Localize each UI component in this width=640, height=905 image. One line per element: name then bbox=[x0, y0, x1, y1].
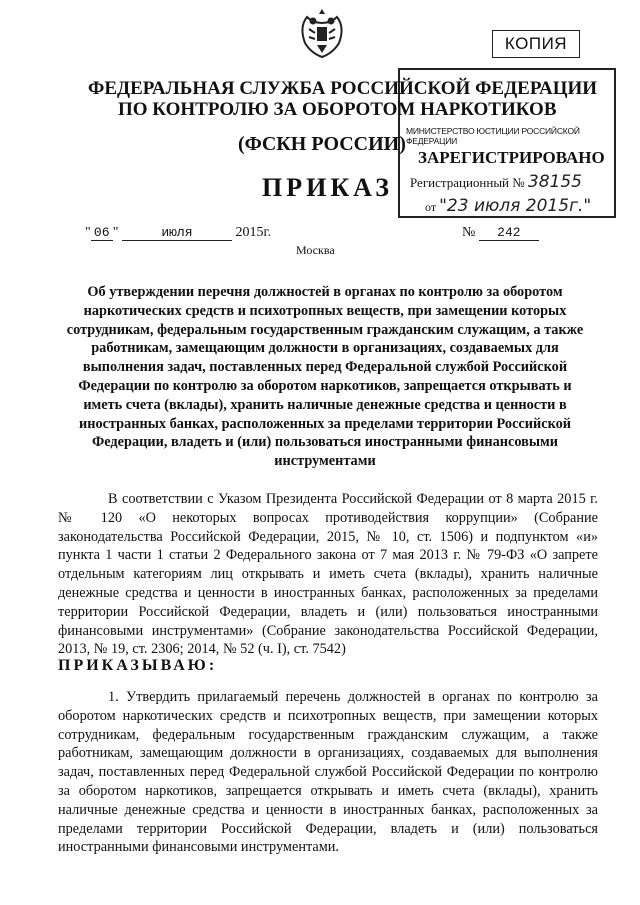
agency-short-name: (ФСКН РОССИИ) bbox=[238, 133, 406, 155]
registration-date-row bbox=[425, 196, 591, 216]
clause-1-paragraph: 1. Утвердить прилагаемый перечень должностей в органах по контролю за оборотом наркотических средств и психотропных веществ, при замещении которых сотрудникам, федеральным государственным гражданским служащим, а также работникам, замещающим должности в организациях, создаваемых для выполнения задач, поставленных перед Федеральной службой Российской Федерации по контролю за оборотом наркотиков, запрещается открывать и иметь счета (вклады), хранить наличные денежные средства и ценности в иностранных банках, расположенных за пределами территории Российской Федерации, владеть и (или) пользоваться иностранными финансовыми инструментами. bbox=[58, 689, 598, 856]
document-type-heading: ПРИКАЗ bbox=[262, 173, 394, 202]
order-year-suffix: 15г. bbox=[249, 225, 272, 240]
copy-stamp: КОПИЯ bbox=[492, 30, 580, 58]
order-city: Москва bbox=[296, 243, 335, 257]
registration-number-row bbox=[410, 172, 582, 192]
agency-name-line2: ПО КОНТРОЛЮ ЗА ОБОРОТОМ НАРКОТИКОВ bbox=[118, 99, 557, 120]
document-title: Об утверждении перечня должностей в органах по контролю за оборотом наркотических средств и психотропных веществ, при замещении которых сотрудникам, федеральным государственным гражданским служащим, а также работникам, замещающим должности в организациях, создаваемых для выполнения задач, поставленных перед Федеральной службой Российской Федерации по контролю за оборотом наркотиков, запрещается открывать и иметь счета (вклады), хранить наличные денежные средства и ценности в иностранных банках, расположенных за пределами территории Российской Федерации, владеть и (или) пользоваться иностранными финансовыми инструментами bbox=[66, 284, 584, 470]
agency-name-line1: ФЕДЕРАЛЬНАЯ СЛУЖБА РОССИЙСКОЙ ФЕДЕРАЦИИ bbox=[88, 78, 598, 99]
registration-number-value: 38155 bbox=[527, 172, 583, 192]
registration-number-label: Регистрационный № bbox=[410, 175, 525, 190]
coat-of-arms-emblem bbox=[297, 5, 347, 61]
order-directive-word: ПРИКАЗЫВАЮ: bbox=[58, 657, 218, 674]
order-number-label: № bbox=[462, 225, 476, 240]
order-date: " 06 " июля 2015г. bbox=[85, 225, 272, 240]
order-number bbox=[462, 225, 539, 241]
order-year-prefix: 20 bbox=[235, 225, 250, 240]
registration-date-prefix: от bbox=[425, 200, 437, 214]
registration-ministry: МИНИСТЕРСТВО ЮСТИЦИИ РОССИЙСКОЙ ФЕДЕРАЦИИ bbox=[406, 126, 580, 146]
order-day: 06 bbox=[91, 225, 113, 241]
registration-date-value: "23 июля 2015г." bbox=[439, 196, 592, 216]
order-month: июля bbox=[122, 225, 232, 241]
preamble-paragraph: В соответствии с Указом Президента Российской Федерации от 8 марта 2015 г. № 120 «О некоторых вопросах противодействия коррупции» (Собрание законодательства Российской Федерации, 2015, № 10, ст. 1506) и подпунктом «и» пункта 1 части 1 статьи 2 Федерального закона от 7 мая 2013 г. № 79-ФЗ «О запрете отдельным категориям лиц открывать и иметь счета (вклады), хранить наличные денежные средства и ценности в иностранных банках, расположенных за пределами территории Российской Федерации, владеть и (или) пользоваться иностранными финансовыми инструментами» (Собрание законодательства Российской Федерации, 2013, № 19, ст. 2306; 2014, № 52 (ч. I), ст. 7542) bbox=[58, 491, 598, 658]
order-number-value: 242 bbox=[479, 225, 539, 241]
registration-status: ЗАРЕГИСТРИРОВАНО bbox=[418, 148, 605, 167]
